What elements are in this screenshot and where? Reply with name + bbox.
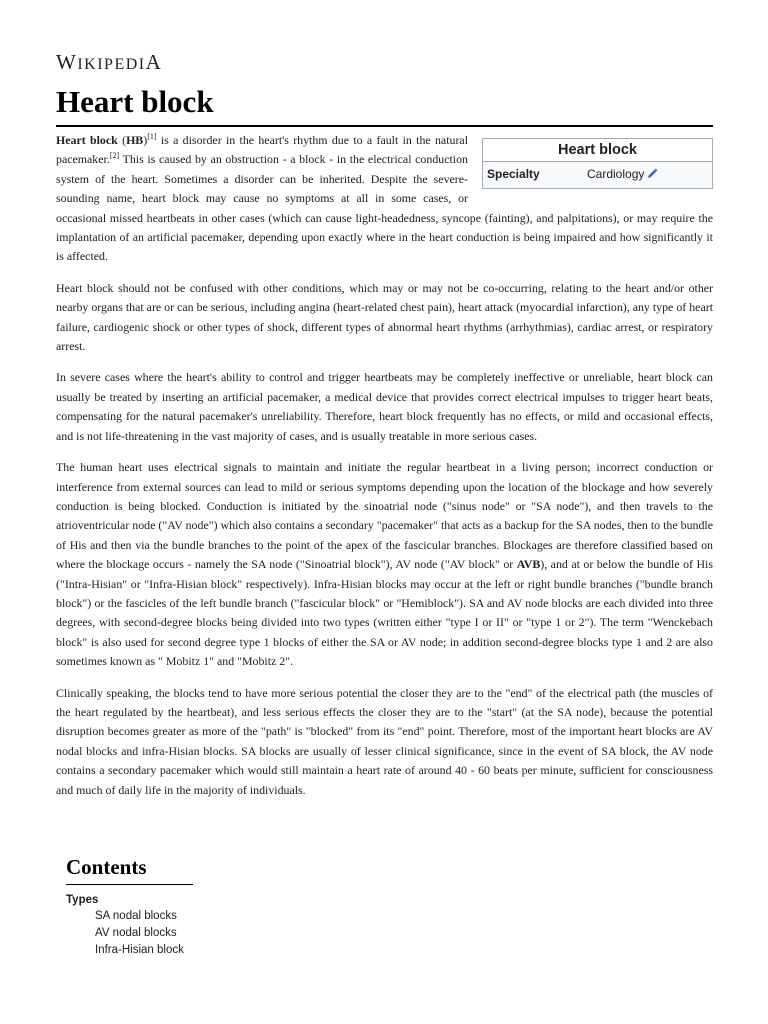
bold-term: AVB <box>516 557 541 572</box>
specialty-link[interactable]: Cardiology <box>587 166 645 181</box>
wordmark-part: W <box>56 50 78 74</box>
wordmark-part: IKIPEDI <box>77 56 146 73</box>
abbreviation: HB <box>126 133 144 147</box>
paragraph-3: In severe cases where the heart's ability to control and trigger heartbeats may be completely ineffective or unreliable, heart block can usually be treated by inserting an artificial pacemaker, a medical device that provides correct electrical impulses to trigger heart beats, compensating for the natural pacemaker's unreliability. Therefore, heart block frequently has no effects, or mild and occasional effects, and is not life-threatening in the vast majority of cases, and is usually treatable in more serious cases. <box>56 370 713 443</box>
infobox-row-specialty <box>483 162 713 189</box>
text-run: The human heart uses electrical signals to maintain and initiate the regular heartbeat in a living person; incorrect conduction or interference from external sources can lead to mild or serious symptoms depending upon the location of the blockage and how severely conduction is being blocked. Conduction is initiated by the sinoatrial node ("sinus node" or "SA node"), and then travels to the atrioventricular node ("AV node") which also contains a secondary "pacemaker" that acts as a backup for the SA nodes, then to the bundle of His and then via the bundle branches to the point of the apex of the fascicular branches. Blockages are therefore classified based on where the blockage occurs - namely the SA node ("Sinoatrial block"), AV node ("AV block" or <box>56 460 713 572</box>
text-run: ) <box>143 133 148 147</box>
text-run: ), and at or below the bundle of His ("Intra-Hisian" or "Infra-Hisian block" respectively). Infra-Hisian blocks may occur at the left or right bundle branches ("bundle branch block") or the fascicles of the left bundle branch ("fascicular block" or "Hemiblock"). SA and AV node blocks are each divided into three degrees, with second-degree blocks being divided into two types (written either "type I or II" or "type 1 or 2"). The term "Wenckebach block" is also used for second degree type 1 blocks of either the SA or AV node; in addition second-degree blocks type 1 and 2 are also sometimes known as " Mobitz 1" and "Mobitz 2". <box>56 557 713 669</box>
text-run: This is caused by an obstruction - a block - in the electrical conduction system of the heart. Sometimes a disorder can be inherited. Despite the severe-sounding name, heart block may cause no symptoms at all in some cases, or occasional missed heartbeats in other cases (which can cause light-headedness, syncope (fainting), and palpitations), or may require the implantation of an artificial pacemaker, depending upon exactly where in the heart conduction is being impaired and how significantly it is affected. <box>56 152 713 264</box>
paragraph-5: Clinically speaking, the blocks tend to have more serious potential the closer they are to the "end" of the electrical path (the muscles of the heart regulated by the heartbeat), and less serious effects the closer they are to the "start" (at the SA node), because the potential disruption becomes greater as more of the "path" is "blocked" from its "end" point. Therefore, most of the important heart blocks are AV nodal blocks and infra-Hisian blocks. SA blocks are usually of lesser clinical significance, since in the event of SA block, the AV node contains a secondary pacemaker which would still maintain a heart rate of around 40 - 60 beats per minute, sufficient for consciousness and much of daily life in the majority of individuals. <box>56 685 713 797</box>
toc-item-av-nodal-blocks[interactable]: AV nodal blocks <box>95 927 177 939</box>
infobox-value <box>586 162 713 189</box>
text-run: ( <box>117 133 127 147</box>
reference-link[interactable]: [1] <box>147 132 157 142</box>
wikipedia-wordmark[interactable] <box>56 50 162 75</box>
paragraph-4 <box>56 458 713 671</box>
reference-link[interactable]: [2] <box>109 151 120 161</box>
toc-item-infra-hisian-block[interactable]: Infra-Hisian block <box>95 944 184 956</box>
infobox <box>482 138 713 189</box>
infobox-title: Heart block <box>483 139 713 162</box>
table-of-contents <box>66 853 193 959</box>
infobox-label: Specialty <box>487 167 540 182</box>
toc-item-sa-nodal-blocks[interactable]: SA nodal blocks <box>95 910 177 922</box>
bold-term: Heart block <box>56 133 118 147</box>
title-divider <box>56 125 713 127</box>
text-run: is a disorder in the heart's rhythm due to a fault in the natural pacemaker. <box>56 133 468 167</box>
article-body <box>56 131 713 812</box>
wordmark-part: A <box>145 50 163 74</box>
pencil-icon[interactable] <box>647 166 658 185</box>
contents-heading: Contents <box>66 855 147 879</box>
paragraph-2: Heart block should not be confused with other conditions, which may or may not be co-occurring, relating to the heart and/or other nearby organs that are or can be serious, including angina (heart-related chest pain), heart attack (myocardial infarction), any type of heart failure, cardiogenic shock or other types of shock, different types of abnormal heart rhythms (arrhythmias), cardiac arrest, or respiratory arrest. <box>56 280 713 354</box>
toc-item-types[interactable]: Types <box>66 894 99 906</box>
page-title: Heart block <box>56 84 214 119</box>
contents-divider <box>66 884 193 885</box>
